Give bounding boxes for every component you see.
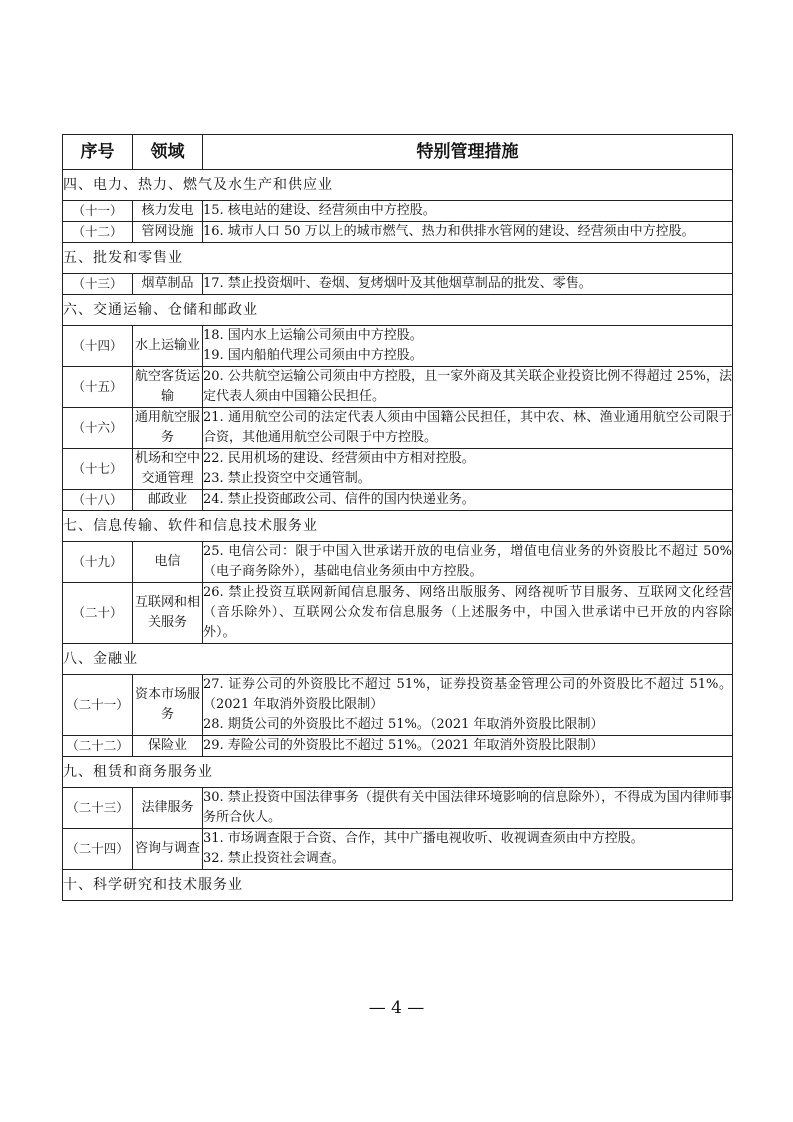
measures-cell (203, 829, 733, 870)
field-cell: 水上运输业 (133, 326, 203, 367)
seq-cell: （十五） (63, 367, 133, 408)
field-cell: 通用航空服务 (133, 408, 203, 449)
table-row (63, 274, 733, 295)
measure-item: 25. 电信公司：限于中国入世承诺开放的电信业务，增值电信业务的外资股比不超过 50%（电子商务除外），基础电信业务须由中方控股。 (203, 544, 732, 579)
table-body (63, 170, 733, 901)
section-title: 七、信息传输、软件和信息技术服务业 (63, 511, 733, 542)
measures-cell (203, 274, 733, 295)
measure-item: 24. 禁止投资邮政公司、信件的国内快递业务。 (203, 492, 475, 507)
measure-item: 20. 公共航空运输公司须由中方控股，且一家外商及其关联企业投资比例不得超过 25%，法定代表人须由中国籍公民担任。 (203, 369, 732, 404)
page-number: — 4 — (368, 998, 425, 1018)
measures-cell (203, 449, 733, 490)
measure-item: 26. 禁止投资互联网新闻信息服务、网络出版服务、网络视听节目服务、互联网文化经营（音乐除外）、互联网公众发布信息服务（上述服务中，中国入世承诺中已开放的内容除外）。 (203, 585, 732, 640)
field-cell: 互联网和相关服务 (133, 583, 203, 644)
field-cell: 保险业 (133, 736, 203, 757)
field-cell: 管网设施 (133, 222, 203, 243)
measure-item: 29. 寿险公司的外资股比不超过 51%。（2021 年取消外资股比限制） (203, 738, 604, 753)
section-row (63, 170, 733, 201)
table-row (63, 542, 733, 583)
section-title: 十、科学研究和技术服务业 (63, 870, 733, 901)
field-cell: 烟草制品 (133, 274, 203, 295)
section-title: 六、交通运输、仓储和邮政业 (63, 295, 733, 326)
measures-cell (203, 736, 733, 757)
field-cell: 机场和空中交通管理 (133, 449, 203, 490)
measures-cell (203, 490, 733, 511)
header-measures: 特别管理措施 (203, 135, 733, 170)
measures-cell (203, 583, 733, 644)
measure-item: 30. 禁止投资中国法律事务（提供有关中国法律环境影响的信息除外），不得成为国内律师事务所合伙人。 (203, 790, 732, 825)
table-row (63, 583, 733, 644)
measure-item: 32. 禁止投资社会调查。 (203, 851, 345, 866)
seq-cell: （十四） (63, 326, 133, 367)
seq-cell: （十二） (63, 222, 133, 243)
table-row (63, 201, 733, 222)
measure-item: 15. 核电站的建设、经营须由中方控股。 (203, 203, 436, 218)
field-cell: 咨询与调查 (133, 829, 203, 870)
table-row (63, 408, 733, 449)
section-row (63, 295, 733, 326)
section-row (63, 511, 733, 542)
measures-cell (203, 326, 733, 367)
table-row (63, 326, 733, 367)
measures-cell (203, 367, 733, 408)
measures-cell (203, 542, 733, 583)
section-title: 九、租赁和商务服务业 (63, 757, 733, 788)
field-cell: 核力发电 (133, 201, 203, 222)
section-title: 四、电力、热力、燃气及水生产和供应业 (63, 170, 733, 201)
measure-item: 22. 民用机场的建设、经营须由中方相对控股。 (203, 451, 475, 466)
measure-item: 18. 国内水上运输公司须由中方控股。 (203, 328, 423, 343)
seq-cell: （十一） (63, 201, 133, 222)
table-row (63, 222, 733, 243)
table-row (63, 490, 733, 511)
section-title: 五、批发和零售业 (63, 243, 733, 274)
measure-item: 31. 市场调查限于合资、合作，其中广播电视收听、收视调查须由中方控股。 (203, 831, 644, 846)
field-cell: 法律服务 (133, 788, 203, 829)
measures-cell (203, 675, 733, 736)
field-cell: 邮政业 (133, 490, 203, 511)
seq-cell: （十八） (63, 490, 133, 511)
measure-item: 27. 证券公司的外资股比不超过 51%，证券投资基金管理公司的外资股比不超过 51%。（2021 年取消外资股比限制） (203, 677, 732, 712)
header-seq: 序号 (63, 135, 133, 170)
seq-cell: （二十三） (63, 788, 133, 829)
seq-cell: （二十一） (63, 675, 133, 736)
seq-cell: （十六） (63, 408, 133, 449)
section-row (63, 757, 733, 788)
seq-cell: （二十二） (63, 736, 133, 757)
table-row (63, 367, 733, 408)
measures-cell (203, 788, 733, 829)
measures-cell (203, 201, 733, 222)
section-row (63, 870, 733, 901)
seq-cell: （十九） (63, 542, 133, 583)
measures-cell (203, 222, 733, 243)
field-cell: 电信 (133, 542, 203, 583)
section-row (63, 644, 733, 675)
measure-item: 19. 国内船舶代理公司须由中方控股。 (203, 348, 423, 363)
field-cell: 资本市场服务 (133, 675, 203, 736)
table-row (63, 829, 733, 870)
table-header-row (63, 135, 733, 170)
measure-item: 28. 期货公司的外资股比不超过 51%。（2021 年取消外资股比限制） (203, 717, 604, 732)
measure-item: 17. 禁止投资烟叶、卷烟、复烤烟叶及其他烟草制品的批发、零售。 (203, 276, 592, 291)
section-row (63, 243, 733, 274)
field-cell: 航空客货运输 (133, 367, 203, 408)
seq-cell: （二十） (63, 583, 133, 644)
section-title: 八、金融业 (63, 644, 733, 675)
measure-item: 21. 通用航空公司的法定代表人须由中国籍公民担任，其中农、林、渔业通用航空公司限于合资，其他通用航空公司限于中方控股。 (203, 410, 732, 445)
seq-cell: （十七） (63, 449, 133, 490)
table-row (63, 449, 733, 490)
table-row (63, 675, 733, 736)
seq-cell: （十三） (63, 274, 133, 295)
seq-cell: （二十四） (63, 829, 133, 870)
measure-item: 23. 禁止投资空中交通管制。 (203, 471, 371, 486)
header-field: 领域 (133, 135, 203, 170)
measure-item: 16. 城市人口 50 万以上的城市燃气、热力和供排水管网的建设、经营须由中方控股。 (203, 224, 695, 239)
measures-table (62, 134, 733, 901)
measures-cell (203, 408, 733, 449)
table-row (63, 788, 733, 829)
table-row (63, 736, 733, 757)
